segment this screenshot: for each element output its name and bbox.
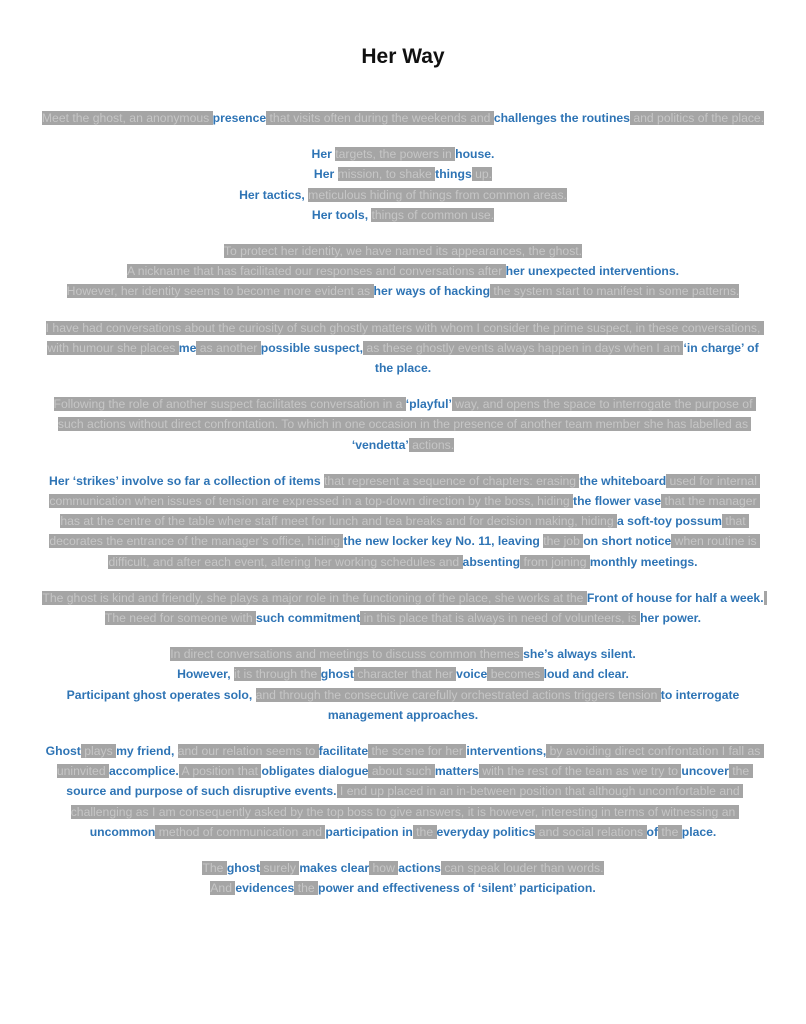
redacted-text: the: [412, 824, 437, 839]
redacted-text: and social relations: [535, 824, 647, 839]
keyword-text: house.: [455, 147, 495, 162]
redacted-text: and through the consecutive carefully orchestrated actions triggers tension: [255, 687, 661, 702]
keyword-text: place.: [681, 824, 717, 839]
keyword-text: to interrogate management approaches.: [327, 687, 743, 722]
keyword-text: monthly meetings.: [589, 554, 698, 569]
keyword-text: things: [435, 167, 472, 182]
keyword-text: absenting: [462, 554, 521, 569]
keyword-text: evidences: [235, 881, 295, 896]
redacted-text: that represent a sequence of chapters: erasing: [324, 473, 580, 488]
redacted-text: can speak louder than words.: [440, 861, 604, 876]
keyword-text: ‘vendetta’: [351, 437, 409, 452]
redacted-text: In direct conversations and meetings to discuss common themes: [170, 647, 524, 662]
redacted-text: surely: [260, 861, 300, 876]
paragraph: [40, 108, 766, 128]
keyword-text: challenges the routines: [493, 111, 630, 125]
paragraph: [40, 241, 766, 302]
keyword-text: Her tactics,: [239, 187, 309, 202]
document-body: [40, 108, 766, 915]
keyword-text: participation in: [325, 824, 413, 839]
redacted-text: it is through the: [233, 667, 321, 682]
keyword-text: the flower vase: [573, 494, 662, 509]
redacted-text: by avoiding direct confrontation I fall as uninvited: [56, 744, 764, 779]
keyword-text: the whiteboard: [579, 473, 667, 488]
keyword-text: on short notice: [583, 534, 672, 549]
redacted-text: when routine is difficult, and after each event, altering her working schedules and: [108, 534, 761, 569]
keyword-text: However,: [177, 667, 234, 682]
redacted-text: the: [294, 881, 319, 896]
keyword-text: ghost: [320, 667, 354, 682]
redacted-text: The: [202, 861, 227, 876]
redacted-text: And: [210, 881, 236, 896]
keyword-text: matters: [434, 764, 479, 779]
keyword-text: my friend,: [116, 744, 178, 759]
document-title: Her Way: [361, 45, 445, 68]
redacted-text: things of common use.: [371, 207, 495, 222]
redacted-text: actions.: [408, 437, 455, 452]
paragraph: [40, 318, 766, 379]
redacted-text: that decorates the entrance of the manager’s office, hiding: [49, 514, 750, 549]
keyword-text: uncover: [681, 764, 729, 779]
keyword-text: Her ‘strikes’ involve so far a collection of items: [49, 473, 325, 488]
redacted-text: in this place that is always in need of volunteers, is: [360, 611, 641, 626]
keyword-text: her power.: [640, 611, 702, 626]
redacted-text: Meet the ghost, an anonymous: [41, 111, 213, 125]
keyword-text: actions: [398, 861, 441, 876]
redacted-text: targets, the powers in: [335, 147, 456, 162]
keyword-text: Her: [311, 147, 336, 162]
redacted-text: how: [369, 861, 399, 876]
paragraph: [40, 394, 766, 455]
keyword-text: her unexpected interventions.: [505, 264, 680, 279]
keyword-text: possible suspect,: [260, 340, 364, 355]
redacted-text: the job: [543, 534, 584, 549]
redacted-text: used for internal communication when issues of tension are expressed in a top-down direction by the boss, hiding: [49, 473, 761, 509]
redacted-text: the scene for her: [368, 744, 467, 759]
keyword-text: makes clear: [299, 861, 370, 876]
keyword-text: interventions,: [466, 744, 547, 759]
redacted-text: A nickname that has facilitated our responses and conversations after: [126, 264, 506, 279]
keyword-text: power and effectiveness of ‘silent’ participation.: [318, 881, 596, 896]
redacted-text: the: [728, 764, 753, 779]
redacted-text: that visits often during the weekends and: [266, 111, 494, 125]
redacted-text: meticulous hiding of things from common areas.: [308, 187, 567, 202]
keyword-text: ghost: [226, 861, 261, 876]
keyword-text: accomplice.: [108, 764, 179, 779]
keyword-text: her ways of hacking: [373, 284, 491, 299]
keyword-text: me: [178, 340, 197, 355]
redacted-text: The need for someone with: [104, 590, 767, 626]
keyword-text: voice: [456, 667, 488, 682]
redacted-text: that the manager has at the centre of the table where staff meet for lunch and tea breaks and for decision making, hiding: [60, 494, 761, 529]
redacted-text: character that her: [353, 667, 457, 682]
keyword-text: loud and clear.: [543, 667, 629, 682]
keyword-text: uncommon: [89, 824, 156, 839]
keyword-text: the new locker key No. 11, leaving: [343, 534, 544, 549]
redacted-text: and our relation seems to: [177, 744, 319, 759]
keyword-text: Her tools,: [311, 207, 372, 222]
redacted-text: plays: [80, 744, 117, 759]
keyword-text: presence: [212, 111, 267, 125]
keyword-text: ‘playful’: [405, 397, 452, 412]
paragraph: [40, 858, 766, 898]
keyword-text: Ghost: [45, 744, 81, 759]
keyword-text: of: [646, 824, 659, 839]
redacted-text: as these ghostly events always happen in days when I am: [363, 340, 684, 355]
keyword-text: obligates dialogue: [261, 764, 369, 779]
keyword-text: facilitate: [318, 744, 369, 759]
redacted-text: To protect her identity, we have named its appearances, the ghost.: [223, 244, 583, 259]
redacted-text: with the rest of the team as we try to: [478, 764, 682, 779]
redacted-text: mission, to shake: [337, 167, 436, 182]
redacted-text: I have had conversations about the curiosity of such ghostly matters with whom I consider the prime suspect, in these conversations, with humour she places: [45, 320, 764, 355]
paragraph: [40, 144, 766, 225]
keyword-text: Participant ghost operates solo,: [66, 687, 256, 702]
paragraph: [40, 644, 766, 725]
keyword-text: a soft-toy possum: [617, 514, 722, 529]
paragraph: [40, 588, 766, 628]
redacted-text: becomes: [487, 667, 544, 682]
redacted-text: However, her identity seems to become more evident as: [66, 284, 374, 299]
keyword-text: source and purpose of such disruptive events.: [66, 784, 337, 799]
keyword-text: Front of house for half a week.: [586, 590, 764, 605]
keyword-text: Her: [313, 167, 338, 182]
redacted-text: method of communication and: [155, 824, 326, 839]
redacted-text: Following the role of another suspect facilitates conversation in a: [53, 397, 406, 412]
redacted-text: way, and opens the space to interrogate the purpose of such actions without direct confrontation. To which in one occasion in the presence of another team member she has labelled as: [57, 397, 756, 432]
redacted-text: up.: [471, 167, 493, 182]
redacted-text: the system start to manifest in some patterns.: [490, 284, 740, 299]
paragraph: [40, 471, 766, 572]
keyword-text: everyday politics: [436, 824, 536, 839]
redacted-text: as another: [196, 340, 261, 355]
redacted-text: about such: [368, 764, 435, 779]
keyword-text: she’s always silent.: [523, 647, 636, 662]
redacted-text: and politics of the place.: [629, 111, 765, 125]
keyword-text: ‘in charge’ of the place.: [374, 340, 763, 376]
redacted-text: I end up placed in an in-between position that although uncomfortable and challenging as I am consequently asked by the top boss to give answers, it is however, interesting in terms of witnessing an: [70, 784, 744, 819]
redacted-text: from joining: [520, 554, 590, 569]
keyword-text: such commitment: [256, 611, 361, 626]
redacted-text: the: [658, 824, 682, 839]
paragraph: [40, 741, 766, 842]
redacted-text: The ghost is kind and friendly, she plays a major role in the functioning of the place, she works at the: [42, 590, 587, 605]
redacted-text: A position that: [178, 764, 262, 779]
